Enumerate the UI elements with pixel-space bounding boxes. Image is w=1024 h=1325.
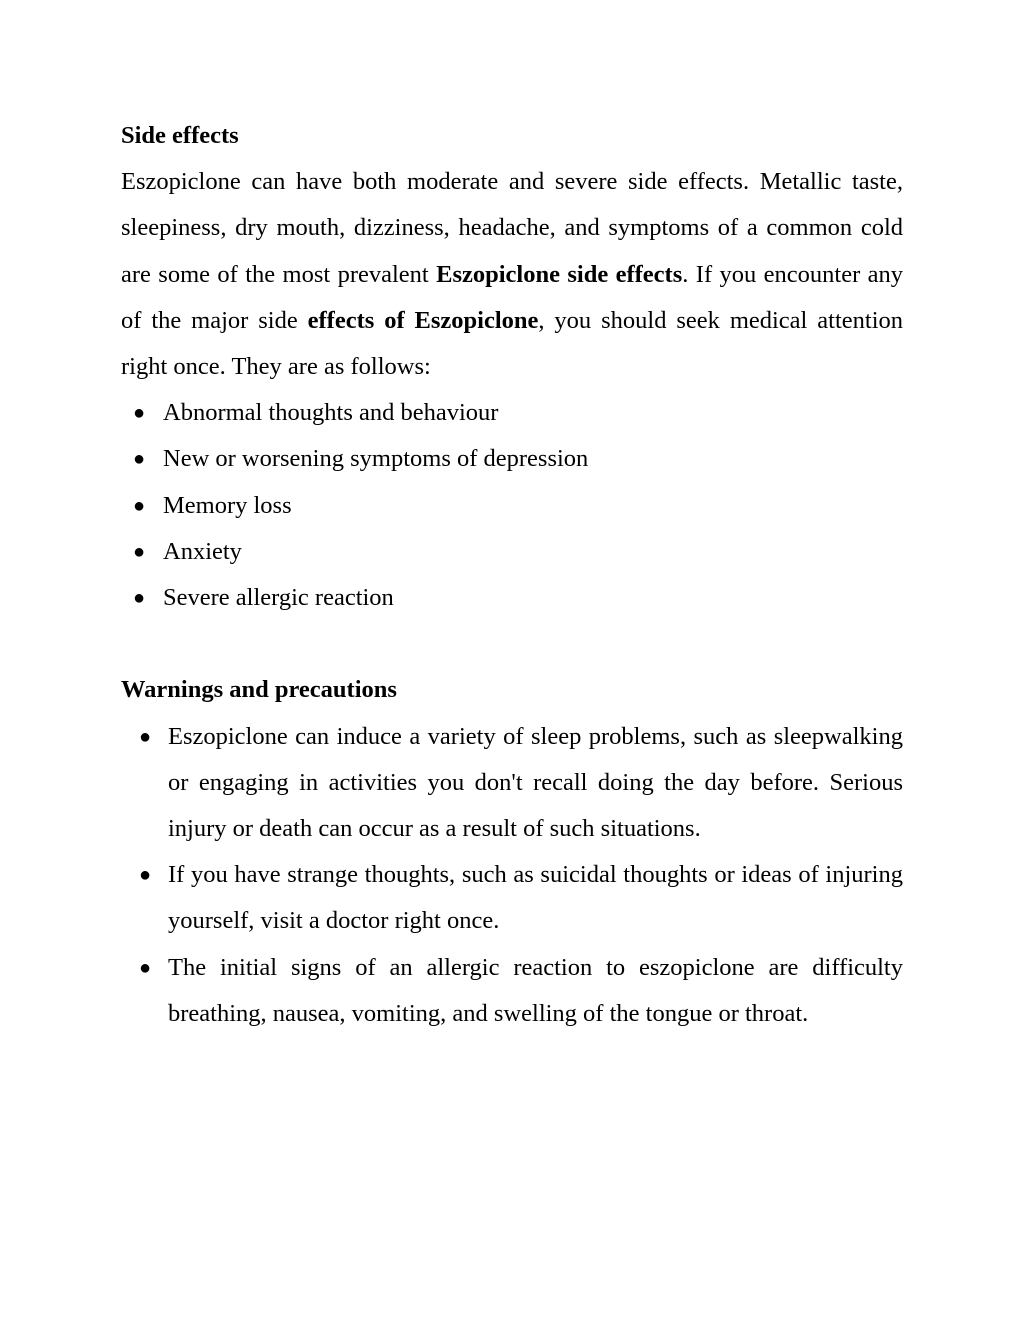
side-effects-list [121, 390, 903, 621]
list-item-text: Anxiety [163, 537, 242, 565]
list-item [121, 945, 903, 1037]
list-item [121, 436, 903, 482]
list-item [121, 483, 903, 529]
list-item-text: If you have strange thoughts, such as suicidal thoughts or ideas of injuring yourself, visit a doctor right once. [168, 861, 903, 935]
bullet-icon: ● [132, 402, 146, 425]
paragraph-bold-2: effects of Eszopiclone [307, 306, 539, 334]
bullet-icon: ● [138, 956, 152, 979]
warnings-heading: Warnings and precautions [121, 676, 397, 704]
paragraph-bold-1: Eszopiclone side effects [436, 260, 683, 288]
list-item [121, 575, 903, 621]
paragraph-text-3: , you should seek medical attention right once. They are as follows: [121, 306, 904, 381]
bullet-icon: ● [132, 494, 146, 517]
list-item [121, 529, 903, 575]
list-item-text: New or worsening symptoms of depression [163, 445, 589, 473]
list-item-text: The initial signs of an allergic reaction to eszopiclone are difficulty breathing, nausea, vomiting, and swelling of the tongue or throat. [168, 953, 903, 1027]
list-item-text: Abnormal thoughts and behaviour [163, 399, 499, 427]
bullet-icon: ● [132, 587, 146, 610]
side-effects-paragraph [121, 159, 903, 390]
list-item [121, 714, 903, 853]
list-item [121, 390, 903, 436]
warnings-list [121, 714, 903, 1037]
bullet-icon: ● [132, 540, 146, 563]
bullet-icon: ● [132, 448, 146, 471]
list-item-text: Severe allergic reaction [163, 584, 394, 612]
paragraph-text-2: . If you encounter any of the major side [121, 260, 903, 334]
section-spacer [121, 621, 903, 667]
bullet-icon: ● [138, 725, 152, 748]
list-item-text: Eszopiclone can induce a variety of sleep problems, such as sleepwalking or engaging in activities you don't recall doing the day before. Serious injury or death can occur as a result of such situations. [168, 722, 903, 843]
list-item [121, 852, 903, 944]
list-item-text: Memory loss [163, 491, 292, 519]
side-effects-heading: Side effects [121, 122, 239, 149]
paragraph-text-1: Eszopiclone can have both moderate and severe side effects. Metallic taste, sleepiness, dry mouth, dizziness, headache, and symptoms of a common cold are some of the most prevalent [121, 168, 903, 288]
bullet-icon: ● [138, 864, 152, 887]
document-page [121, 113, 903, 1037]
